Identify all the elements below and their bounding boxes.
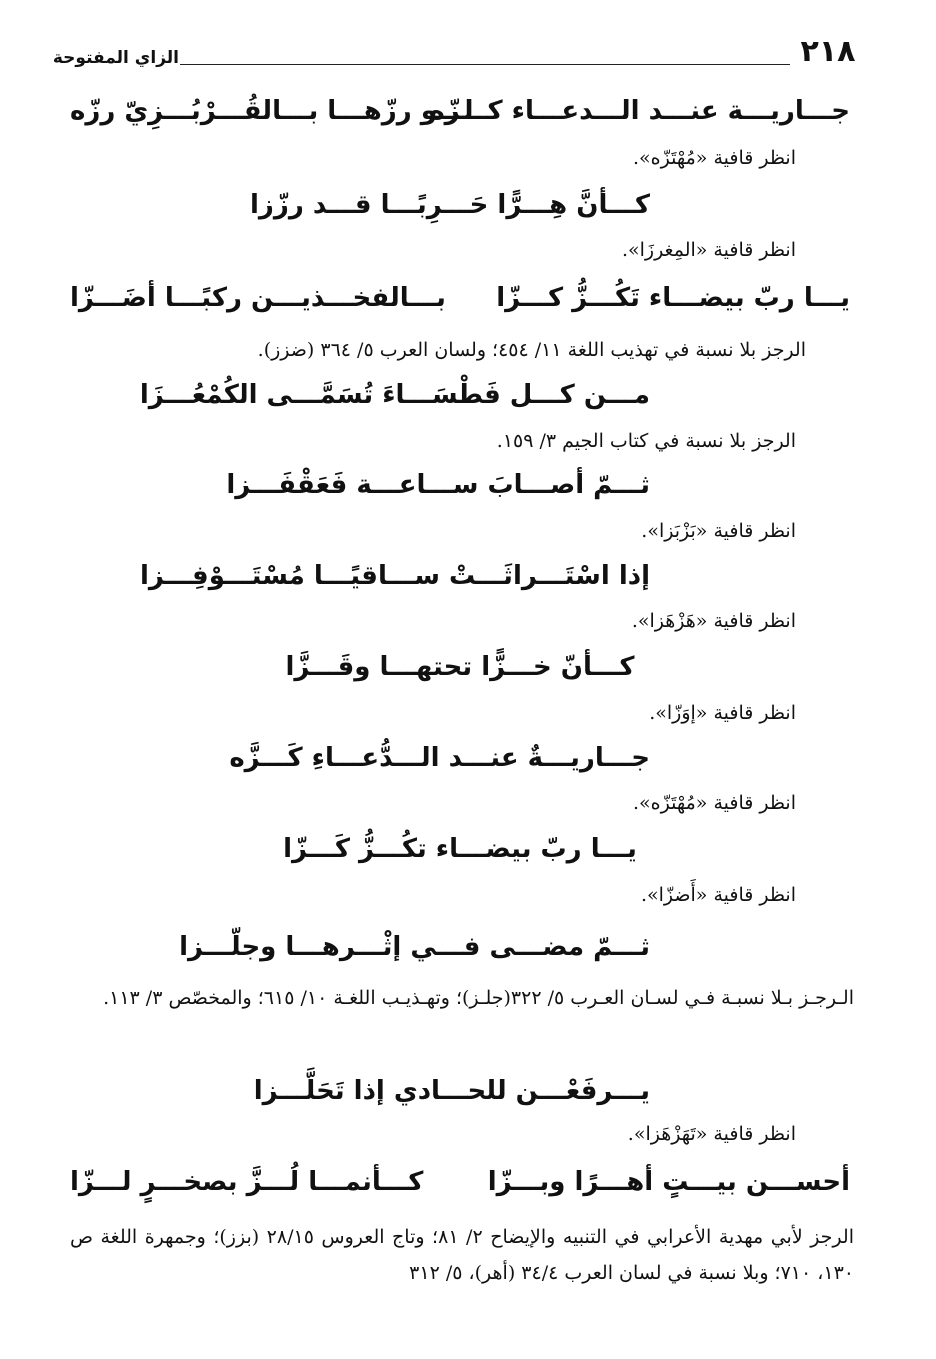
verse-line: يـــرفَعْـــن للحـــادي إذا تَحَلَّـــزا: [253, 1076, 650, 1106]
verse-line: كـــأنَّ هِـــرًّا حَـــرِبًـــا قـــد رزّزا: [250, 190, 650, 220]
verse-pair: [70, 283, 850, 323]
verse-first-hemistich: أحســـن بيـــتٍ أهـــرًا وبـــزّا: [487, 1167, 850, 1197]
reference-note: انظر قافية «تَهَزْهَزا».: [627, 1123, 796, 1145]
verse-line: يـــا ربّ بيضـــاء تكُـــزُّ كَـــزّا: [283, 834, 637, 864]
verse-line: جـــاريـــةٌ عنـــد الـــدُّعـــاءِ كَـــزَّه: [229, 743, 650, 773]
reference-note: انظر قافية «إوَزّا».: [649, 702, 796, 724]
verse-line: ثـــمّ مضـــى فـــي إثْـــرهـــا وجلّـــزا: [179, 932, 650, 962]
verse-first-hemistich: جـــاريـــة عنـــد الـــدعـــاء كـــزّه: [429, 96, 850, 126]
page-number: ٢١٨: [800, 34, 856, 69]
verse-line: ثـــمّ أصـــابَ ســـاعـــة فَعَقْفَـــزا: [226, 470, 650, 500]
header-rule: [180, 64, 790, 65]
verse-line: مـــن كـــل فَطْسَـــاءَ تُسَمَّـــى الكُمْعُـــزَا: [139, 380, 650, 410]
verse-line: إذا اسْتَـــراثَـــتْ ســـاقيًـــا مُسْتَـــوْفِـــزا: [139, 561, 650, 591]
verse-pair: [70, 96, 850, 136]
reference-note: الـرجـز بـلا نسبـة فـي لسـان العـرب ٥/ ٣٢٢(جلـز)؛ وتهـذيـب اللغـة ١٠/ ٦١٥؛ والمخصّص ٣/ ١١٣.: [103, 987, 854, 1009]
reference-note: انظر قافية «أَضزّا».: [640, 884, 796, 906]
reference-note: انظر قافية «مُهْتَزّه».: [633, 147, 796, 169]
reference-note: انظر قافية «هَزْهَزا».: [631, 610, 796, 632]
reference-note: الرجز لأبي مهدية الأعرابي في التنبيه والإيضاح ٢/ ٨١؛ وتاج العروس ٢٨/١٥ (بزز)؛ وجمهرة اللغة ص ١٣٠، ٧١٠؛ وبلا نسبة في لسان العرب ٣٤/٤ (أهر)، ٥/ ٣١٢: [70, 1226, 854, 1284]
verse-second-hemistich: بـــالفخـــذيـــن ركبًـــا أضَـــزّا: [70, 283, 446, 313]
reference-note: انظر قافية «مُهْتَزّه».: [633, 792, 796, 814]
reference-note: انظر قافية «بَزْبَزا».: [641, 520, 796, 542]
reference-note: الرجز بلا نسبة في تهذيب اللغة ١١/ ٤٥٤؛ ولسان العرب ٥/ ٣٦٤ (ضزز).: [257, 339, 806, 361]
verse-line: كـــأنّ خـــزًّا تحتهـــا وقَـــزَّا: [285, 652, 635, 682]
verse-second-hemistich: كـــأنمـــا لُـــزَّ بصخـــرٍ لـــزّا: [70, 1167, 424, 1197]
running-title: الزاي المفتوحة: [52, 48, 179, 68]
verse-pair: [70, 1167, 850, 1207]
reference-note: الرجز بلا نسبة في كتاب الجيم ٣/ ١٥٩.: [496, 430, 796, 452]
verse-second-hemistich: لـــو رزّهـــا بـــالقُـــرْبُـــزِيّ رزّه: [70, 96, 474, 126]
verse-first-hemistich: يـــا ربّ بيضـــاء تَكُـــزُّ كـــزّا: [496, 283, 850, 313]
reference-note: انظر قافية «المِغرزَا».: [621, 239, 796, 261]
